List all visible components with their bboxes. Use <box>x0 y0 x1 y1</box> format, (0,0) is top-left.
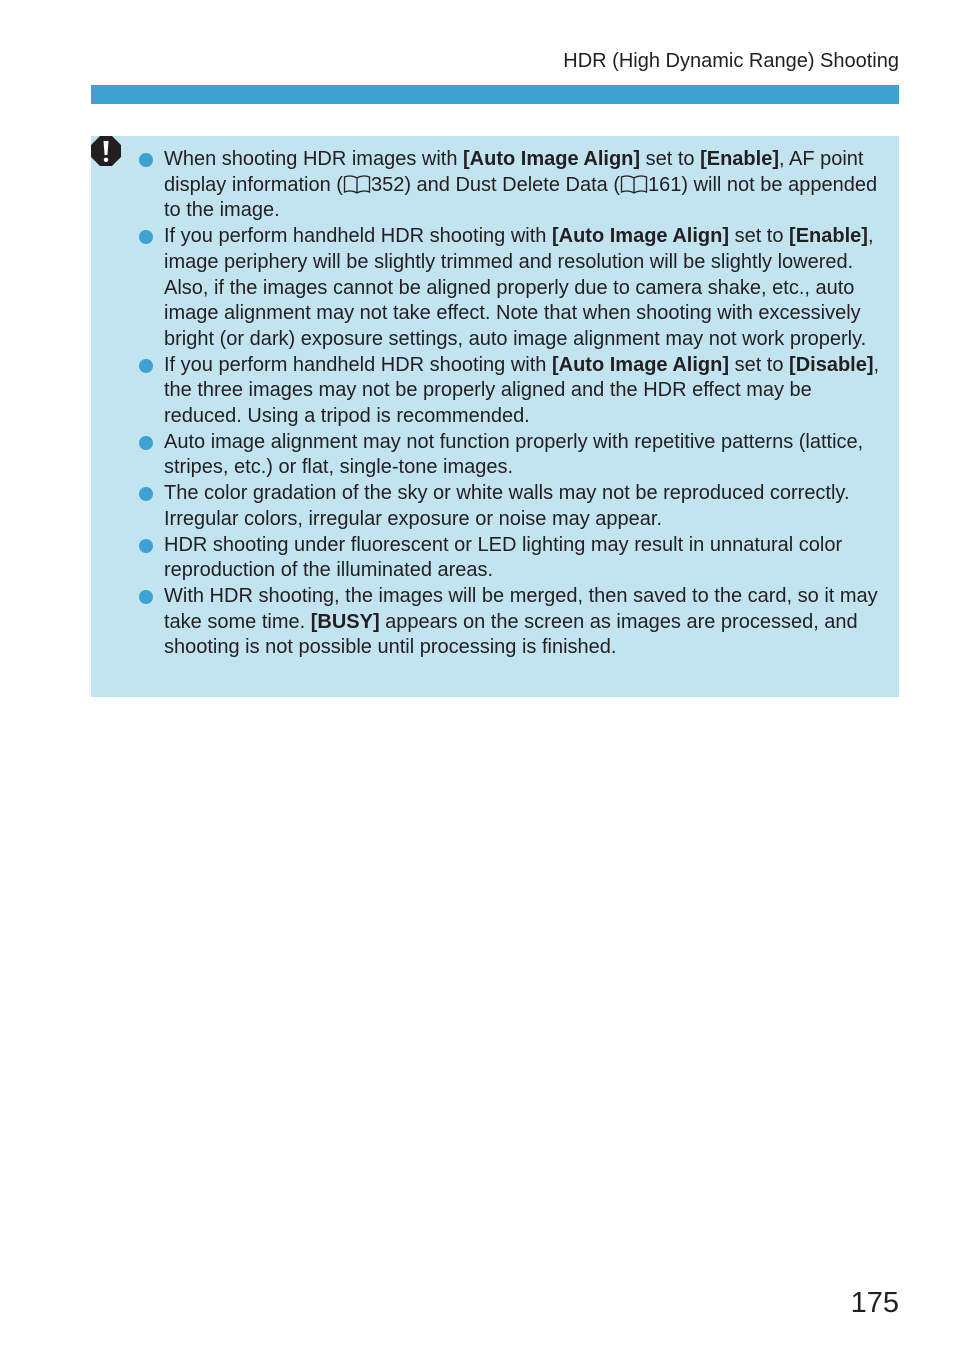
bullet-icon <box>139 153 153 167</box>
bullet-icon <box>139 230 153 244</box>
menu-term: [Enable] <box>700 148 779 170</box>
bullet-icon <box>139 487 153 501</box>
page-reference[interactable]: 161 <box>648 173 682 196</box>
status-term: [BUSY] <box>310 610 380 633</box>
bullet-icon <box>139 359 153 373</box>
list-item <box>138 533 893 584</box>
menu-term: [Auto Image Align] <box>463 148 641 170</box>
item-text: Auto image alignment may not function properly with repetitive patterns (lattice, stripes, etc.) or flat, single-tone images. <box>164 430 864 479</box>
caution-box <box>91 136 899 697</box>
item-text: With HDR shooting, the images will be merged, then saved to the card, so it may take some time. <box>164 584 878 633</box>
item-text: ) will not be appended to the image. <box>164 173 878 222</box>
page-number: 175 <box>850 1287 899 1319</box>
item-text: The color gradation of the sky or white walls may not be reproduced correctly. Irregular colors, irregular exposure or noise may appear. <box>164 482 850 530</box>
item-text: HDR shooting under fluorescent or LED lighting may result in unnatural color reproduction of the illuminated areas. <box>164 533 843 582</box>
list-item <box>138 147 893 224</box>
menu-term: [Disable] <box>789 353 874 376</box>
bullet-icon <box>139 590 153 604</box>
item-text: set to <box>729 353 790 376</box>
bullet-icon <box>139 436 153 450</box>
bullet-icon <box>139 539 153 553</box>
menu-term: [Auto Image Align] <box>551 225 730 248</box>
caution-icon <box>91 136 121 166</box>
book-icon <box>343 174 371 194</box>
list-item <box>138 481 893 532</box>
list-item <box>138 353 893 430</box>
list-item <box>138 584 893 661</box>
item-text: , image periphery will be slightly trimmed and resolution will be slightly lowered. Also, if the images cannot be aligned properly due to camera shake, etc., auto image alignment may not take effect. Note that when shooting with excessively bright (or dark) exposure settings, auto image alignment may not work properly. <box>164 225 874 350</box>
list-item <box>138 430 893 481</box>
item-text: appears on the screen as images are processed, and shooting is not possible until processing is finished. <box>164 610 858 659</box>
page-reference[interactable]: 352 <box>370 173 405 196</box>
item-text: set to <box>640 148 701 170</box>
header-rule-bar <box>91 85 899 104</box>
book-icon <box>620 174 648 194</box>
item-text: If you perform handheld HDR shooting with <box>164 225 552 248</box>
item-text: ) and Dust Delete Data ( <box>404 173 620 196</box>
item-text: , AF point display information ( <box>164 148 864 196</box>
item-text: , the three images may not be properly aligned and the HDR effect may be reduced. Using a tripod is recommended. <box>164 353 880 428</box>
list-item <box>138 224 893 353</box>
item-text: If you perform handheld HDR shooting with <box>164 353 552 376</box>
menu-term: [Enable] <box>789 225 868 248</box>
running-head-title: HDR (High Dynamic Range) Shooting <box>563 50 899 72</box>
menu-term: [Auto Image Align] <box>551 353 730 376</box>
item-text: When shooting HDR images with <box>164 148 464 170</box>
caution-list <box>138 147 893 661</box>
item-text: set to <box>729 225 790 248</box>
